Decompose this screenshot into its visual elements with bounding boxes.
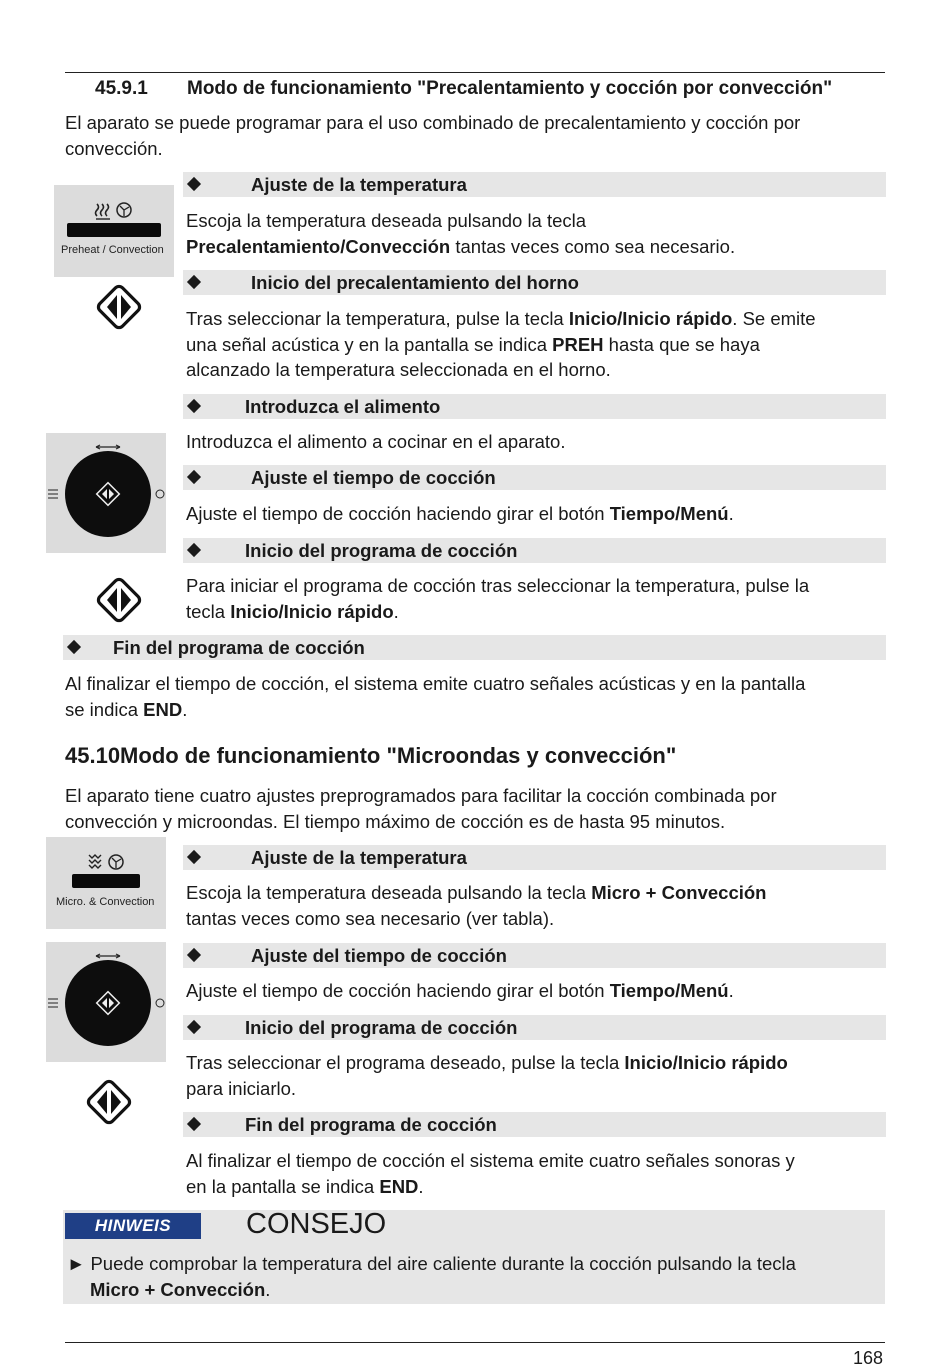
step-text xyxy=(186,1050,788,1101)
diamond-bullet-icon xyxy=(187,1117,201,1131)
step-heading: Introduzca el alimento xyxy=(245,396,441,417)
section-number: 45.9.1 xyxy=(95,78,148,99)
convection-symbol-icon xyxy=(94,200,138,222)
text-span: tecla xyxy=(186,600,231,622)
text-line xyxy=(186,978,734,1004)
step-text xyxy=(186,429,565,455)
step-heading: Ajuste de la temperatura xyxy=(251,847,467,868)
intro-4591 xyxy=(65,110,800,161)
diamond-bullet-icon xyxy=(187,177,201,191)
text-line: Al finalizar el tiempo de cocción, el sistema emite cuatro señales acústicas y en la pantalla xyxy=(65,673,806,694)
step-bar xyxy=(183,845,886,870)
time-menu-knob-icon[interactable] xyxy=(46,942,166,1062)
page-number: 168 xyxy=(852,1348,883,1368)
diamond-bullet-icon xyxy=(187,543,201,557)
step-bar xyxy=(63,635,886,660)
text-line xyxy=(186,880,766,906)
start-button-icon[interactable] xyxy=(94,282,144,332)
step-bar xyxy=(183,943,886,968)
bold-term: Tiempo/Menú xyxy=(609,980,729,1001)
diamond-bullet-icon xyxy=(67,640,81,654)
step-bar xyxy=(183,1112,886,1137)
top-rule xyxy=(65,72,885,73)
step-bar xyxy=(183,172,886,197)
text-line: ► Puede comprobar la temperatura del aire caliente durante la cocción pulsando la tecla xyxy=(67,1253,796,1274)
text-span: . xyxy=(728,980,734,1001)
step-text xyxy=(186,306,816,383)
time-menu-knob-panel xyxy=(46,942,166,1062)
text-span: se indica xyxy=(65,698,144,720)
text-span: tantas veces como sea necesario. xyxy=(450,235,736,257)
step-heading: Ajuste el tiempo de cocción xyxy=(251,467,496,488)
panel-caption: Micro. & Convection xyxy=(56,896,155,908)
step-bar xyxy=(183,538,886,563)
bold-term: Inicio/Inicio rápido xyxy=(230,600,394,622)
text-line: para iniciarlo. xyxy=(186,1077,297,1099)
hinweis-badge: HINWEIS xyxy=(65,1213,201,1239)
tip-title: CONSEJO xyxy=(246,1208,387,1240)
text-line: Introduzca el alimento a cocinar en el aparato. xyxy=(186,431,566,452)
bold-term: END xyxy=(143,698,183,720)
text-span: Escoja la temperatura deseada pulsando la tecla xyxy=(186,882,592,903)
tip-text xyxy=(67,1251,796,1302)
text-span: Tras seleccionar el programa deseado, pulse la tecla xyxy=(186,1052,625,1073)
text-line xyxy=(186,306,816,332)
text-line xyxy=(186,1174,795,1200)
diamond-bullet-icon xyxy=(187,470,201,484)
text-span: Ajuste el tiempo de cocción haciendo girar el botón xyxy=(186,980,610,1001)
start-button-icon[interactable] xyxy=(94,575,144,625)
diamond-bullet-icon xyxy=(187,399,201,413)
bottom-rule xyxy=(65,1342,885,1343)
diamond-bullet-icon xyxy=(187,275,201,289)
bold-term: END xyxy=(379,1175,419,1197)
intro-line: El aparato tiene cuatro ajustes preprogramados para facilitar la cocción combinada por xyxy=(65,785,777,806)
end-text xyxy=(65,671,805,722)
text-line xyxy=(186,599,809,625)
step-text xyxy=(186,978,734,1004)
text-line: Al finalizar el tiempo de cocción el sistema emite cuatro señales sonoras y xyxy=(186,1150,795,1171)
text-span: . xyxy=(265,1278,271,1300)
step-bar xyxy=(183,394,886,419)
micro-convection-symbol-icon xyxy=(86,851,130,873)
step-heading: Ajuste del tiempo de cocción xyxy=(251,945,507,966)
diamond-bullet-icon xyxy=(187,850,201,864)
step-heading: Inicio del programa de cocción xyxy=(245,1017,518,1038)
text-line xyxy=(186,332,816,358)
diamond-bullet-icon xyxy=(187,948,201,962)
step-heading: Inicio del programa de cocción xyxy=(245,540,518,561)
text-span: . xyxy=(728,503,734,524)
intro-line: convección y microondas. El tiempo máximo de cocción es de hasta 95 minutos. xyxy=(65,810,726,832)
preheat-convection-key[interactable] xyxy=(67,223,161,237)
step-text xyxy=(186,208,735,259)
step-bar xyxy=(183,1015,886,1040)
start-button-icon[interactable] xyxy=(84,1077,134,1127)
time-menu-knob-icon[interactable] xyxy=(46,433,166,553)
step-heading: Inicio del precalentamiento del horno xyxy=(251,272,579,293)
time-menu-knob-panel xyxy=(46,433,166,553)
text-line: Escoja la temperatura deseada pulsando la tecla xyxy=(186,210,587,231)
bold-term: Inicio/Inicio rápido xyxy=(568,308,733,329)
micro-convection-key[interactable] xyxy=(72,874,140,888)
intro-line: El aparato se puede programar para el uso combinado de precalentamiento y cocción por xyxy=(65,112,801,133)
text-line xyxy=(186,1050,788,1076)
text-span: . xyxy=(393,600,399,622)
micro-convection-panel xyxy=(46,837,166,929)
text-span: hasta que se haya xyxy=(603,333,760,355)
step-text xyxy=(186,1148,795,1199)
bold-term: Inicio/Inicio rápido xyxy=(624,1052,788,1073)
bold-term: Tiempo/Menú xyxy=(609,503,729,524)
step-text xyxy=(186,573,809,624)
section-heading-4510: 45.10Modo de funcionamiento "Microondas y convección" xyxy=(65,743,677,768)
bold-term: Micro + Convección xyxy=(90,1278,266,1300)
diamond-bullet-icon xyxy=(187,1020,201,1034)
step-text xyxy=(186,880,766,931)
text-line: Para iniciar el programa de cocción tras seleccionar la temperatura, pulse la xyxy=(186,575,810,596)
text-line xyxy=(186,501,734,527)
text-line: alcanzado la temperatura seleccionada en el horno. xyxy=(186,359,611,380)
step-heading: Fin del programa de cocción xyxy=(113,637,365,658)
section-title: Modo de funcionamiento "Precalentamiento y cocción por convección" xyxy=(187,78,833,99)
step-text xyxy=(186,501,734,527)
text-span: . xyxy=(182,698,188,720)
text-line xyxy=(67,1277,796,1303)
text-span: Tras seleccionar la temperatura, pulse la tecla xyxy=(186,308,569,329)
section-heading-4591 xyxy=(95,78,832,100)
step-bar xyxy=(183,465,886,490)
text-span: en la pantalla se indica xyxy=(186,1175,380,1197)
text-span: una señal acústica y en la pantalla se indica xyxy=(186,333,553,355)
step-bar xyxy=(183,270,886,295)
preheat-convection-panel xyxy=(54,185,174,277)
intro-4510 xyxy=(65,783,777,834)
intro-line: convección. xyxy=(65,137,163,159)
text-span: . Se emite xyxy=(732,308,816,329)
text-span: . xyxy=(418,1175,424,1197)
bold-term: PREH xyxy=(552,333,604,355)
text-line xyxy=(186,234,735,260)
bold-term: Precalentamiento/Convección xyxy=(186,235,451,257)
text-span: Ajuste el tiempo de cocción haciendo girar el botón xyxy=(186,503,610,524)
text-line xyxy=(65,697,805,723)
bold-term: Micro + Convección xyxy=(591,882,767,903)
text-line: tantas veces como sea necesario (ver tabla). xyxy=(186,907,555,929)
panel-caption: Preheat / Convection xyxy=(61,244,164,256)
step-heading: Ajuste de la temperatura xyxy=(251,174,467,195)
step-heading: Fin del programa de cocción xyxy=(245,1114,497,1135)
